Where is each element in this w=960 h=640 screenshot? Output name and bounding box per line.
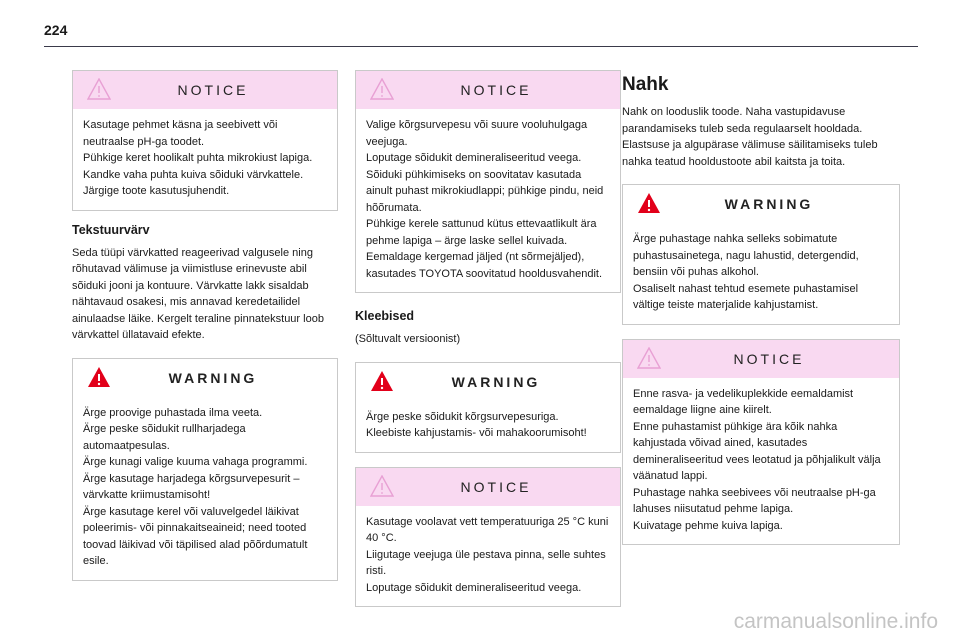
notice-header [623, 340, 899, 378]
warning-text: Ärge peske sõidukit kõrgsurvepesuriga. Kleebiste kahjustamis- või mahakoorumisoht! [366, 410, 587, 439]
section-paragraph: Seda tüüpi värvkatted reageerivad valgusele ning rõhutavad välimuse ja viimistluse erinevuste abil sõiduki jooni ja kontuure. Värvkatte lakk sisaldab nähtavaud osakesi, mis annavad keredetailidel ainulaadse läike. Kergelt teraline pinnatekstuur loob värvkattel üllatavaid efekte. [72, 246, 324, 341]
notice-text: Valige kõrgsurvepesu või suure vooluhulgaga veejuga. Loputage sõidukit demineraliseeritud veega. Sõiduki pühkimiseks on soovitatav kasutada ainult puhast mikrokiudlappi; pühkige pindu, neid hõõrumata. Pühkige kerele sattunud kütus ettevaatlikult ära pehme lapiga – ärge laske sellel kuivada. Eemaldage kergemad jäljed (nt sõrmejäljed), kasutades TOYOTA soovitatud hooldusvahendit. [366, 119, 604, 280]
warning-text: Ärge proovige puhastada ilma veeta. Ärge peske sõidukit rullharjadega automaatpesulas. Ärge kunagi valige kuuma vahaga programmi. Ärge kasutage harjadega kõrgsurvepesurit – värvkatte kriimustamisoht! Ärge kasutage kerel või valuvelgedel läikivat poleerimis- või pinnakaitseaineid; need tooted toovad läikivad või täpilised alad põõrdumatult esile. [83, 406, 308, 567]
notice-title: NOTICE [177, 82, 249, 98]
warning-header [73, 359, 337, 397]
section-title: Kleebised [355, 309, 415, 323]
notice-text: Enne rasva- ja vedelikuplekkide eemaldamist eemaldage liigne aine kiirelt. Enne puhastamist pühkige ära kõik nahka kahjustada võivad ained, kasutades demineraliseeritud vees leotatud ja põhjalikult välja väänatud lappi. Puhastage nahka seebivees või neutraalse pH-ga lahuses niisutatud pehme lapiga. Kuivatage pehme kuiva lapiga. [633, 387, 881, 532]
notice-triangle-icon [370, 475, 394, 497]
notice-header [356, 468, 620, 506]
warning-header [623, 185, 899, 223]
warning-box [622, 184, 900, 325]
notice-title: NOTICE [460, 478, 532, 495]
warning-triangle-icon [87, 366, 111, 388]
notice-box [355, 467, 621, 608]
notice-header [73, 71, 337, 109]
notice-box [622, 339, 900, 546]
section-heading: Nahk [622, 74, 669, 95]
notice-box [72, 70, 338, 211]
notice-text: Kasutage pehmet käsna ja seebivett või neutraalse pH-ga toodet. Pühkige keret hoolikalt puhta mikrokiust lapiga. Kandke vaha puhta kuiva sõiduki värvkattele. Järgige toote kasutusjuhendit. [83, 119, 313, 197]
warning-title: WARNING [168, 369, 258, 386]
column-3 [622, 70, 900, 545]
warning-box [355, 362, 621, 453]
section-paragraph: Nahk on looduslik toode. Naha vastupidavuse parandamiseks tuleb seda regulaarselt hooldada. Elastsuse ja algupärase välimuse säilitamiseks tuleb nahka teatud hooldustoote abil kaitsta ja toita. [622, 106, 878, 168]
warning-title: WARNING [724, 196, 814, 212]
top-divider [44, 46, 918, 47]
column-1 [72, 70, 338, 581]
notice-triangle-icon [637, 347, 661, 369]
warning-title: WARNING [451, 373, 541, 390]
page-number: 224 [44, 22, 68, 38]
warning-text: Ärge puhastage nahka selleks sobimatute puhastusainetega, nagu lahustid, detergendid, bensiin või puhas alkohol. Osaliselt nahast tehtud esemete puhastamisel vältige teiste materjalide kahjustamist. [633, 233, 859, 311]
warning-header [356, 363, 620, 401]
notice-box [355, 70, 621, 293]
warning-triangle-icon [637, 192, 661, 214]
notice-text: Kasutage voolavat vett temperatuuriga 25 °C kuni 40 °C. Liigutage veejuga üle pestava pinna, selle suhtes risti. Loputage sõidukit demineraliseeritud veega. [366, 515, 609, 594]
notice-triangle-icon [370, 78, 394, 100]
notice-title: NOTICE [460, 82, 532, 98]
watermark-text: carmanualsonline.info [733, 610, 938, 633]
section-subtitle: (Sõltuvalt versioonist) [355, 333, 461, 345]
warning-box [72, 358, 338, 581]
notice-title: NOTICE [733, 350, 805, 367]
section-title: Tekstuurvärv [72, 222, 150, 237]
notice-triangle-icon [87, 78, 111, 100]
notice-header [356, 71, 620, 109]
warning-triangle-icon [370, 370, 394, 392]
column-2 [355, 70, 621, 607]
